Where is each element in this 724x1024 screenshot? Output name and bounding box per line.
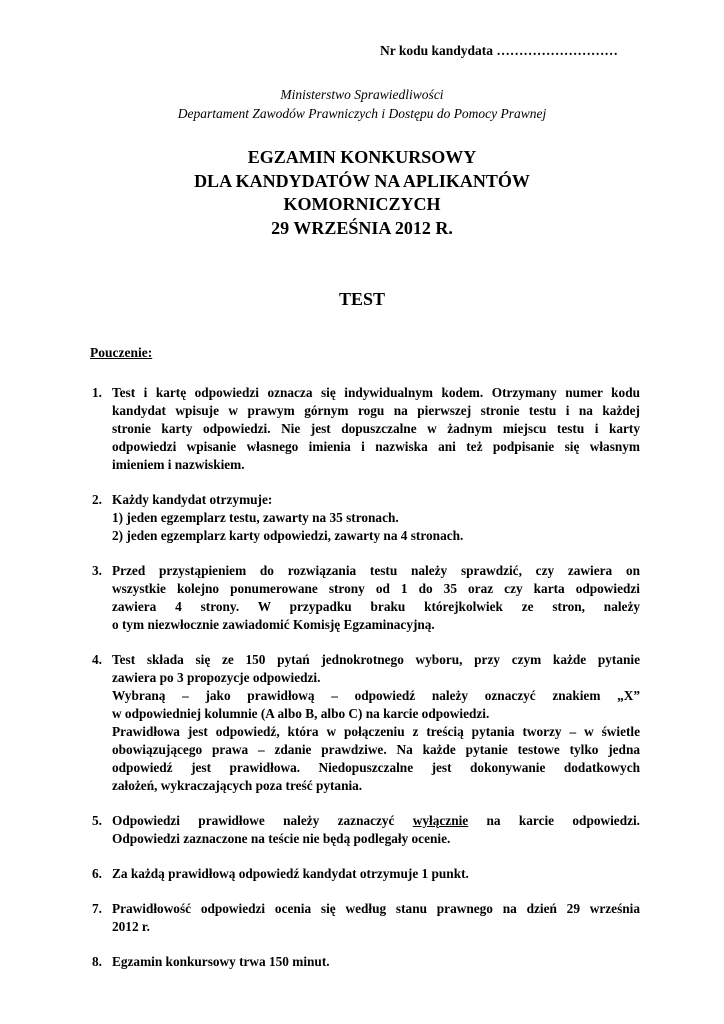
exam-title [0, 146, 724, 240]
instruction-line: Egzamin konkursowy trwa 150 minut. [112, 954, 330, 969]
instruction-text: na karcie odpowiedzi. [486, 813, 641, 828]
title-line-4: 29 WRZEŚNIA 2012 R. [271, 217, 453, 238]
ministry-name: Ministerstwo Sprawiedliwości [280, 87, 444, 102]
title-line-1: EGZAMIN KONKURSOWY [247, 147, 477, 167]
instruction-item-7 [90, 900, 640, 936]
instructions-heading: Pouczenie: [90, 345, 153, 360]
title-line-2: DLA KANDYDATÓW NA APLIKANTÓW [194, 170, 530, 191]
instruction-line: Test składa się ze 150 pytań jednokrotnego wyboru, przy czym każde pytanie [112, 652, 640, 667]
instruction-item-1 [90, 384, 640, 474]
emphasis-underlined: wyłącznie [412, 813, 469, 828]
department-name: Departament Zawodów Prawniczych i Dostępu do Pomocy Prawnej [177, 106, 547, 121]
instruction-line: Test i kartę odpowiedzi oznacza się indywidualnym kodem. Otrzymany numer kodu [112, 385, 640, 400]
instruction-number: 2. [92, 492, 102, 507]
instruction-line: odpowiedzi wpisanie własnego imienia i nazwiska ani też podpisanie się własnym [112, 439, 640, 454]
instruction-line: obowiązującego prawa – zdanie prawdziwe. Na każde pytanie testowe tylko jedna [112, 742, 640, 757]
instruction-line: 1) jeden egzemplarz testu, zawarty na 35 stronach. [112, 510, 399, 525]
instruction-item-5 [90, 812, 640, 848]
instruction-line: imieniem i nazwiskiem. [112, 457, 245, 472]
instruction-line [112, 812, 640, 830]
instruction-line: 2012 r. [112, 919, 150, 934]
instruction-line: w odpowiedniej kolumnie (A albo B, albo C) na karcie odpowiedzi. [112, 706, 490, 721]
instruction-line: stronie karty odpowiedzi. Nie jest dopuszczalne w żadnym miejscu testu i karty [112, 421, 640, 436]
test-heading: TEST [338, 289, 386, 309]
title-line-3: KOMORNICZYCH [283, 194, 441, 214]
instruction-line: Wybraną – jako prawidłową – odpowiedź należy oznaczyć znakiem „X” [112, 688, 640, 703]
instruction-line: Przed przystąpieniem do rozwiązania testu należy sprawdzić, czy zawiera on [112, 563, 640, 578]
instruction-line: wszystkie kolejno ponumerowane strony od 1 do 35 oraz czy karta odpowiedzi [112, 581, 640, 596]
instruction-number: 7. [92, 901, 102, 916]
instruction-text: Odpowiedzi prawidłowe należy zaznaczyć [112, 813, 395, 828]
instruction-number: 8. [92, 954, 102, 969]
instruction-number: 4. [92, 652, 102, 667]
instruction-line: zawiera 4 strony. W przypadku braku którejkolwiek ze stron, należy [112, 599, 640, 614]
ministry-header [0, 85, 724, 123]
instruction-line: Każdy kandydat otrzymuje: [112, 492, 273, 507]
instruction-number: 6. [92, 866, 102, 881]
instruction-line: Prawidłowa jest odpowiedź, która w połączeniu z treścią pytania tworzy – w świetle [112, 724, 640, 739]
instruction-line: odpowiedź jest prawidłowa. Niedopuszczalne jest dokonywanie dodatkowych [112, 760, 640, 775]
instruction-item-3 [90, 562, 640, 634]
instruction-item-2 [90, 491, 640, 545]
instruction-line: Za każdą prawidłową odpowiedź kandydat otrzymuje 1 punkt. [112, 866, 469, 881]
instruction-line: o tym niezwłocznie zawiadomić Komisję Egzaminacyjną. [112, 617, 435, 632]
instruction-item-8 [90, 953, 640, 971]
instruction-item-4 [90, 651, 640, 795]
instruction-item-6 [90, 865, 640, 883]
instruction-line: 2) jeden egzemplarz karty odpowiedzi, zawarty na 4 stronach. [112, 528, 464, 543]
instruction-number: 1. [92, 385, 102, 400]
instructions-list [90, 384, 640, 988]
instruction-line: Odpowiedzi zaznaczone na teście nie będą podlegały ocenie. [112, 831, 451, 846]
instruction-line: Prawidłowość odpowiedzi ocenia się według stanu prawnego na dzień 29 września [112, 901, 640, 916]
instruction-line: zawiera po 3 propozycje odpowiedzi. [112, 670, 321, 685]
instruction-line: założeń, wykraczających poza treść pytania. [112, 778, 363, 793]
candidate-code-field: Nr kodu kandydata ……………………… [380, 43, 618, 58]
instruction-number: 3. [92, 563, 102, 578]
instruction-number: 5. [92, 813, 102, 828]
instruction-line: kandydat wpisuje w prawym górnym rogu na pierwszej stronie testu i na każdej [112, 403, 640, 418]
